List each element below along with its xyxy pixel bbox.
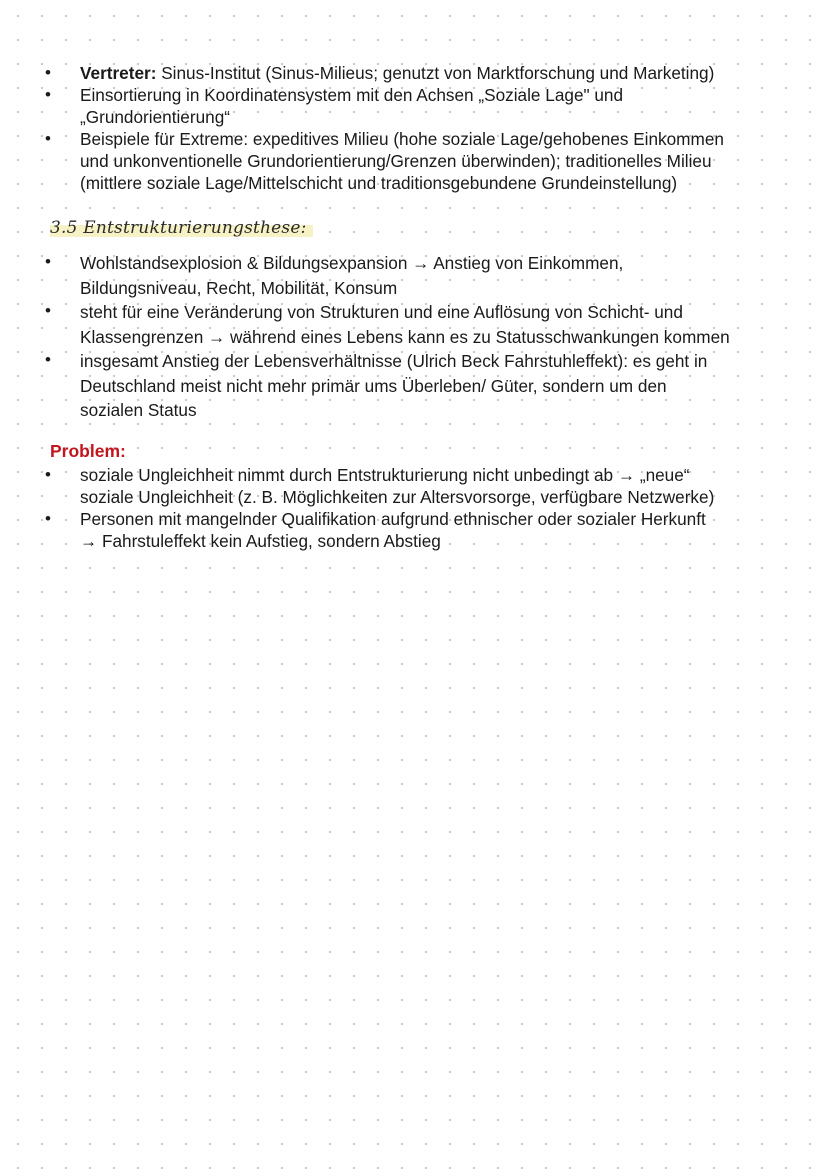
list-item: [0, 508, 790, 552]
list-item-line: soziale Ungleichheit (z. B. Möglichkeiten zur Altersvorsorge, verfügbare Netzwerke): [80, 487, 715, 507]
list-item-line: und unkonventionelle Grundorientierung/Grenzen überwinden); traditionelles Milieu: [80, 151, 712, 171]
list-item-line: Personen mit mangelnder Qualifikation aufgrund ethnischer oder sozialer Herkunft: [80, 509, 706, 529]
list-item-line: Klassengrenzen → während eines Lebens kann es zu Statusschwankungen kommen: [80, 326, 730, 347]
bullet-dot: •: [45, 509, 51, 528]
list-item-line: → Fahrstuleffekt kein Aufstieg, sondern Abstieg: [80, 531, 441, 551]
bullet-dot: •: [45, 301, 51, 320]
bullet-dot: •: [45, 63, 51, 82]
list-item-line: Wohlstandsexplosion & Bildungsexpansion → Anstieg von Einkommen,: [80, 253, 624, 273]
bullet-dot: •: [45, 85, 51, 104]
list-item-lead: Vertreter:: [80, 63, 157, 83]
list-item: [0, 128, 790, 194]
list-item-line: Bildungsniveau, Recht, Mobilität, Konsum: [80, 277, 398, 298]
list-item-line: steht für eine Veränderung von Strukturen und eine Auflösung von Schicht- und: [80, 302, 683, 322]
list-item-line: (mittlere soziale Lage/Mittelschicht und traditionsgebundene Grundeinstellung): [80, 173, 678, 193]
list-item-line: insgesamt Anstieg der Lebensverhältnisse (Ulrich Beck Fahrstuhleffekt): es geht in: [80, 351, 708, 371]
bullet-list-problem: [0, 464, 790, 552]
bullet-dot: •: [45, 350, 51, 369]
list-item-line: Vertreter: Sinus-Institut (Sinus-Milieus; genutzt von Marktforschung und Marketing): [80, 63, 715, 83]
list-item-line: „Grundorientierung“: [80, 107, 230, 127]
bullet-dot: •: [45, 252, 51, 271]
list-item-line: Beispiele für Extreme: expeditives Milieu (hohe soziale Lage/gehobenes Einkommen: [80, 129, 724, 149]
list-item: [0, 464, 790, 508]
list-item-line: sozialen Status: [80, 400, 197, 420]
list-item: [0, 300, 790, 349]
bullet-dot: •: [45, 129, 51, 148]
list-item-line: Deutschland meist nicht mehr primär ums Überleben/ Güter, sondern um den: [80, 375, 667, 396]
list-item-line: Einsortierung in Koordinatensystem mit den Achsen „Soziale Lage" und: [80, 85, 624, 105]
bullet-list-entstrukturierung: [0, 251, 790, 423]
list-item: [0, 62, 790, 84]
section-heading-entstrukturierungsthese: 3.5 Entstrukturierungsthese:: [50, 218, 313, 238]
bullet-dot: •: [45, 465, 51, 484]
section-heading-problem: Problem:: [50, 441, 126, 461]
list-item-line: soziale Ungleichheit nimmt durch Entstrukturierung nicht unbedingt ab → „neue“: [80, 465, 690, 485]
list-item: [0, 251, 790, 300]
bullet-list-sinus-milieus: [0, 62, 790, 194]
list-item: [0, 349, 790, 423]
list-item: [0, 84, 790, 128]
